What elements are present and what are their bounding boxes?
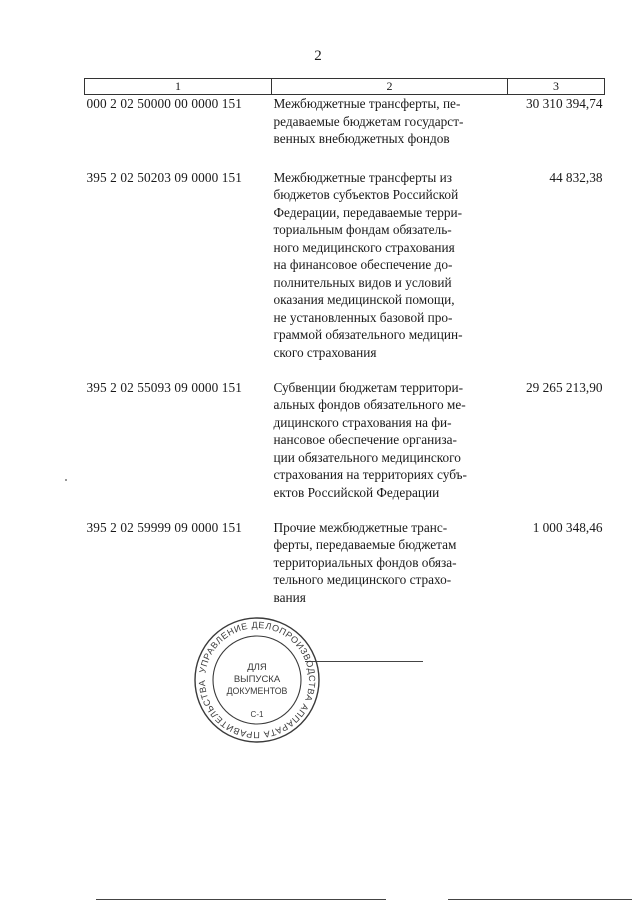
stamp-signature-line: [305, 661, 423, 662]
table-row: [85, 379, 605, 519]
table-row: [85, 95, 605, 169]
amount-value: 30 310 394,74: [526, 96, 603, 111]
budget-code: 395 2 02 59999 09 0000 151: [86, 519, 243, 535]
table-header-row: [85, 79, 605, 95]
stamp-ring-text: УПРАВЛЕНИЕ ДЕЛОПРОИЗВОДСТВА АППАРАТА ПРАВИТЕЛЬСТВА: [196, 619, 318, 741]
amount-value: 1 000 348,46: [532, 519, 603, 535]
office-stamp: [193, 614, 321, 751]
amount-value: 44 832,38: [549, 169, 603, 185]
row-description: [272, 95, 508, 169]
budget-table: [84, 78, 605, 606]
budget-code: 000 2 02 50000 00 0000 151: [86, 96, 243, 111]
table-row: [85, 169, 605, 379]
description-text: Межбюджетные трансферты, пе- редаваемые бюджетам государст- венных внебюджетных фондов: [273, 96, 464, 146]
description-text: Межбюджетные трансферты из бюджетов субъектов Российской Федерации, передаваемые терри- ториальным фондам обязатель- ного медицинского страхования на финансовое обеспечение до- полнительных видов и условий оказания медицинской помощи, не установленных базовой про- граммой обязательного медицин- ского страхования: [273, 169, 463, 360]
footer-line-left: [96, 899, 386, 900]
column-header-3: 3: [508, 79, 605, 95]
stamp-center-line-2: ВЫПУСКА: [233, 674, 281, 685]
footer-line-right: [448, 899, 632, 900]
scan-speck: [65, 479, 67, 481]
column-header-2: 2: [272, 79, 508, 95]
description-text: Субвенции бюджетам территори- альных фондов обязательного ме- дицинского страхования на фи- нансовое обеспечение организа- ции обязательного медицинского страхования на территориях субъ- ектов Российской Федерации: [273, 379, 467, 500]
description-text: Прочие межбюджетные транс- ферты, передаваемые бюджетам территориальных фондов обяза- тельного медицинского страхо- вания: [273, 519, 457, 605]
page-number: 2: [314, 48, 322, 64]
budget-code: 395 2 02 50203 09 0000 151: [86, 169, 243, 185]
row-description: [272, 379, 508, 519]
stamp-center-line-3: ДОКУМЕНТОВ: [226, 686, 288, 696]
budget-code: 395 2 02 55093 09 0000 151: [86, 379, 243, 395]
stamp-seal-icon: [193, 614, 321, 746]
row-description: [272, 169, 508, 379]
row-description: [272, 519, 508, 607]
stamp-bottom-mark: С-1: [250, 710, 264, 719]
amount-value: 29 265 213,90: [526, 379, 603, 395]
stamp-center-line-1: ДЛЯ: [247, 662, 267, 673]
column-header-1: 1: [85, 79, 272, 95]
table-row: [85, 519, 605, 607]
